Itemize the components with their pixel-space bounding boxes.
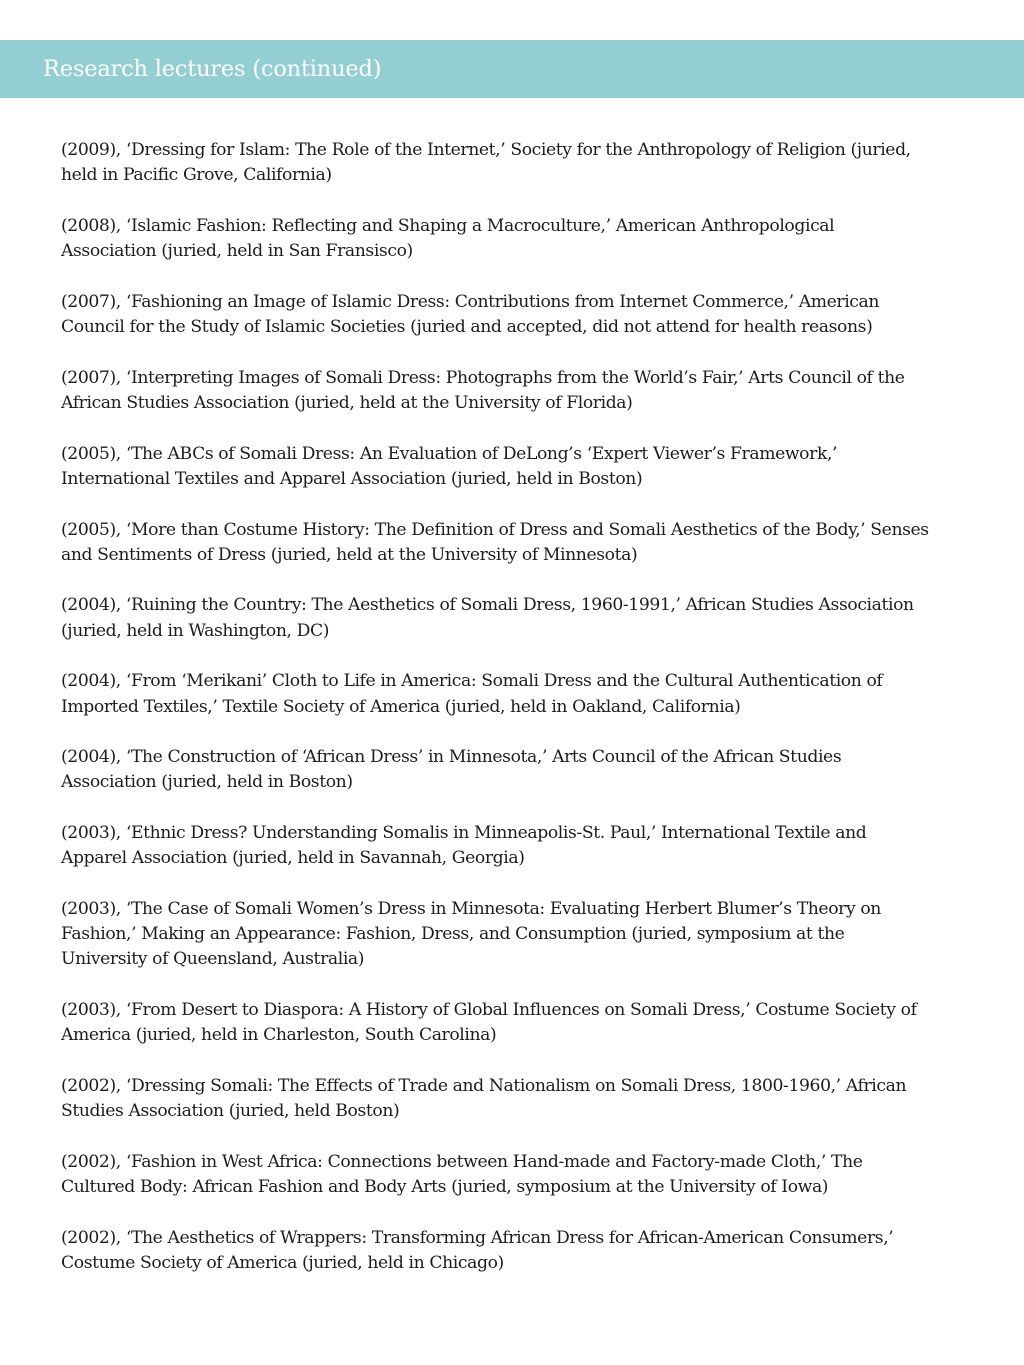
lecture-entry: (2007), ‘Fashioning an Image of Islamic Dress: Contributions from Internet Commerce,’ American Council for the Study of Islamic Societies (juried and accepted, did not attend for health reasons) (61, 291, 880, 338)
lecture-entry: (2003), ‘From Desert to Diaspora: A History of Global Influences on Somali Dress,’ Costume Society of America (juried, held in Charleston, South Carolina) (61, 1000, 917, 1046)
lecture-entry: (2005), ‘The ABCs of Somali Dress: An Evaluation of DeLong’s ‘Expert Viewer’s Framework,’ International Textiles and Apparel Association (juried, held in Boston) (61, 443, 838, 489)
lecture-list (61, 138, 931, 1302)
lecture-entry: (2002), ‘The Aesthetics of Wrappers: Transforming African Dress for African-American Consumers,’ Costume Society of America (juried, held in Chicago) (61, 1227, 894, 1274)
lecture-entry: (2002), ‘Fashion in West Africa: Connections between Hand-made and Factory-made Cloth,’ The Cultured Body: African Fashion and Body Arts (juried, symposium at the University of Iowa) (61, 1151, 863, 1198)
lecture-entry: (2008), ‘Islamic Fashion: Reflecting and Shaping a Macroculture,’ American Anthropological Association (juried, held in San Fransisco) (61, 215, 835, 262)
lecture-entry: (2005), ‘More than Costume History: The Definition of Dress and Somali Aesthetics of the Body,’ Senses and Sentiments of Dress (juried, held at the University of Minnesota) (61, 519, 929, 565)
lecture-entry: (2003), ‘The Case of Somali Women’s Dress in Minnesota: Evaluating Herbert Blumer’s Theory on Fashion,’ Making an Appearance: Fashion, Dress, and Consumption (juried, symposium at the University of Queensland, Australia) (61, 899, 881, 970)
lecture-entry: (2004), ‘The Construction of ‘African Dress’ in Minnesota,’ Arts Council of the African Studies Association (juried, held in Boston) (61, 747, 842, 793)
lecture-entry: (2002), ‘Dressing Somali: The Effects of Trade and Nationalism on Somali Dress, 1800-1960,’ African Studies Association (juried, held Boston) (61, 1076, 907, 1122)
lecture-entry: (2004), ‘Ruining the Country: The Aesthetics of Somali Dress, 1960-1991,’ African Studies Association (juried, held in Washington, DC) (61, 595, 914, 641)
lecture-entry: (2007), ‘Interpreting Images of Somali Dress: Photographs from the World’s Fair,’ Arts Council of the African Studies Association (juried, held at the University of Florida) (61, 367, 905, 413)
lecture-entry: (2004), ‘From ‘Merikani’ Cloth to Life in America: Somali Dress and the Cultural Authentication of Imported Textiles,’ Textile Society of America (juried, held in Oakland, California) (61, 671, 883, 717)
section-title: Research lectures (continued) (43, 56, 382, 82)
section-header-banner (0, 40, 1024, 98)
lecture-entry: (2003), ‘Ethnic Dress? Understanding Somalis in Minneapolis-St. Paul,’ International Textile and Apparel Association (juried, held in Savannah, Georgia) (61, 823, 867, 869)
lecture-entry: (2009), ‘Dressing for Islam: The Role of the Internet,’ Society for the Anthropology of Religion (juried, held in Pacific Grove, California) (61, 140, 911, 186)
